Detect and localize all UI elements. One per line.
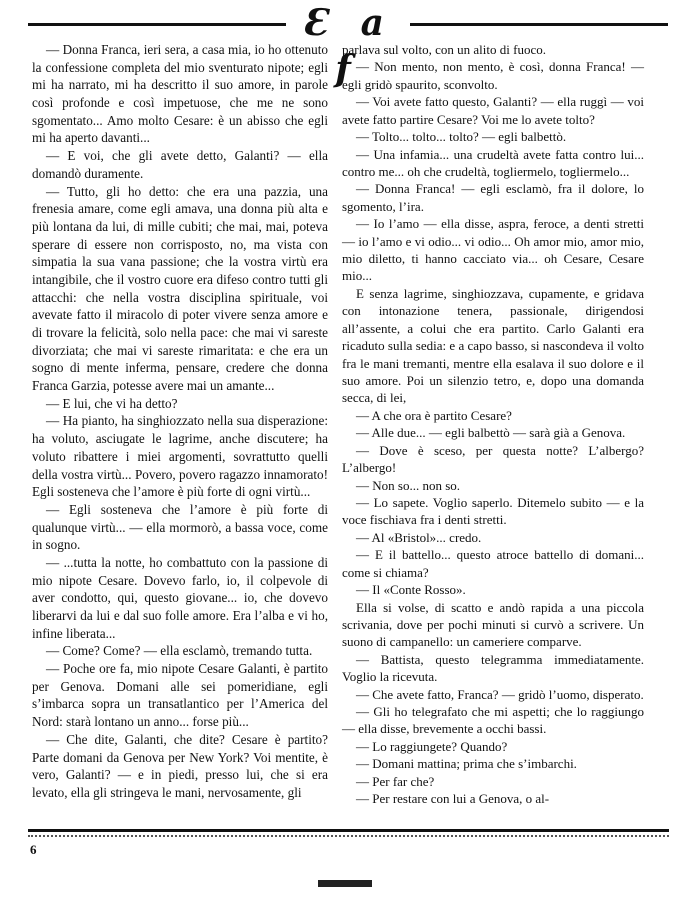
paragraph: — Voi avete fatto questo, Galanti? — ella ruggì — voi avete fatto partire Cesare? Voi me lo avete tolto? <box>342 94 644 127</box>
paragraph: — ...tutta la notte, ho combattuto con la passione di mio nipote Cesare. Dovevo farlo, io, il colpevole di aver condotto, qui, questo giovane... io, che dovevo liberarvi da lui e dal suo folle amore. Era l’alba e vi ho, infine liberata... <box>32 554 328 641</box>
bottom-scan-mark <box>318 880 372 887</box>
page-number: 6 <box>30 842 37 857</box>
paragraph: — E il battello... questo atroce battello di domani... come si chiama? <box>342 547 644 580</box>
paragraph: — Poche ore fa, mio nipote Cesare Galanti, è partito per Genova. Domani alle sei pomeridiane, egli s’imbarca sopra un transatlantico per l’America del Nord: starà lontano un anno... forse più... <box>32 661 328 730</box>
paragraph: — Egli sosteneva che l’amore è più forte di qualunque virtù... — ella mormorò, a bassa voce, come in sogno. <box>32 501 328 553</box>
paragraph: — Io l’amo — ella disse, aspra, feroce, a denti stretti — io l’amo e vi odio... vi odio... Oh amor mio, amor mio, mio diletto, ti hanno cacciato via... oh Cesare, Cesare mio... <box>342 216 644 284</box>
paragraph: — Che avete fatto, Franca? — gridò l’uomo, disperato. <box>356 686 644 702</box>
header-rule-right <box>410 23 668 26</box>
paragraph: — Lo sapete. Voglio saperlo. Ditemelo subito — e la voce fischiava fra i denti stretti. <box>342 494 644 528</box>
paragraph: — A che ora è partito Cesare? <box>356 407 512 423</box>
paragraph: — Che dite, Galanti, che dite? Cesare è partito? Parte domani da Genova per New York? Voi mentite, è vero, Galanti? — e in piedi, presso lui, che si era levato, ella gli stringeva le mani, nervosamente, gli <box>32 731 328 800</box>
header-logo: Ɛ a f <box>302 2 394 90</box>
paragraph: — E voi, che gli avete detto, Galanti? — ella domandò duramente. <box>32 148 328 181</box>
paragraph: parlava sul volto, con un alito di fuoco. <box>342 42 546 57</box>
paragraph: — Gli ho telegrafato che mi aspetti; che lo raggiungo — ella disse, brevemente a occhi bassi. <box>342 704 644 737</box>
paragraph: — Come? Come? — ella esclamò, tremando tutta. <box>46 643 313 659</box>
paragraph: — Donna Franca! — egli esclamò, fra il dolore, lo sgomento, l’ira. <box>342 181 644 214</box>
right-column <box>342 41 644 808</box>
paragraph: — Ha pianto, ha singhiozzato nella sua disperazione: ha voluto, asciugate le lagrime, anche discutere; ha voluto ribattere i miei argomenti, sovrattutto quelli della vostra virtù... Povero, povero ragazzo innamorato! Egli sosteneva che l’amore è più forte di ogni virtù... <box>32 413 328 500</box>
paragraph: — Non mento, non mento, è così, donna Franca! — egli gridò spaurito, sconvolto. <box>342 59 644 92</box>
paragraph: — Il «Conte Rosso». <box>356 582 466 598</box>
paragraph: — E lui, che vi ha detto? <box>46 395 178 411</box>
paragraph: — Non so... non so. <box>356 477 461 493</box>
paragraph: — Lo raggiungete? Quando? <box>356 738 508 754</box>
footer-rule <box>28 829 669 832</box>
left-column <box>32 41 328 802</box>
paragraph: — Al «Bristol»... credo. <box>356 529 482 545</box>
paragraph: — Per far che? <box>356 773 435 789</box>
paragraph: — Per restare con lui a Genova, o al- <box>356 791 550 807</box>
paragraph: — Una infamia... una crudeltà avete fatta contro lui... contro me... oh che crudeltà, togliermelo, togliermelo... <box>342 146 644 179</box>
paragraph: — Dove è sceso, per questa notte? L’albergo? L’albergo! <box>342 442 644 476</box>
paragraph: Ella si volse, di scatto e andò rapida a una piccola scrivania, dove per pochi minuti si curvò a scrivere. Un suono di campanello: un cameriere comparve. <box>342 599 644 650</box>
paragraph: — Domani mattina; prima che s’imbarchi. <box>356 756 577 772</box>
paragraph: — Battista, questo telegramma immediatamente. Voglio la ricevuta. <box>342 651 644 685</box>
paragraph: — Tutto, gli ho detto: che era una pazzia, una frenesia amare, come egli amava, una donna più alta e più lontana da lui, di mille cubiti; che mai, mai, poteva sperare di essere non corrisposto, no, ma vista con simpatia la sua vana passione; che la vostra virtù era intangibile, che il vostro cuore era difeso contro tutti gli attacchi: che nella vostra disciplina spirituale, voi avevate fatto il miracolo di poter vivere senza amore e di trovare la felicità, solo nella pace: che mai vi sareste divorziata; che mai vi sareste rimaritata: e che era un sogno di mente inferma, pensare, credere che donna Franca Garzia, potesse avere mai un amante... <box>32 183 328 394</box>
paragraph: E senza lagrime, singhiozzava, cupamente, e gridava con intonazione tenera, passionale, dirigendosi all’assente, a colui che era partito. Carlo Galanti era ricaduto sulla sedia: e a capo basso, si nascondeva il volto fra le mani tremanti, mentre ella esalava il suo dolore e il suo amore. Poi un silenzio tetro, e, dopo una domanda secca, di lei, <box>342 285 644 406</box>
paragraph: — Donna Franca, ieri sera, a casa mia, io ho ottenuto la confessione completa del mio sventurato nipote; egli mi ha narrato, mi ha descritto il suo amore, in parole così profonde e così impetuose, che me ne sono sgomentato... Amo molto Cesare: è un abisso che egli mi ha aperto davanti... <box>32 42 328 146</box>
header-rule-left <box>28 23 286 26</box>
paragraph: — Tolto... tolto... tolto? — egli balbettò. <box>356 129 567 145</box>
paragraph: — Alle due... — egli balbettò — sarà già a Genova. <box>356 425 626 441</box>
